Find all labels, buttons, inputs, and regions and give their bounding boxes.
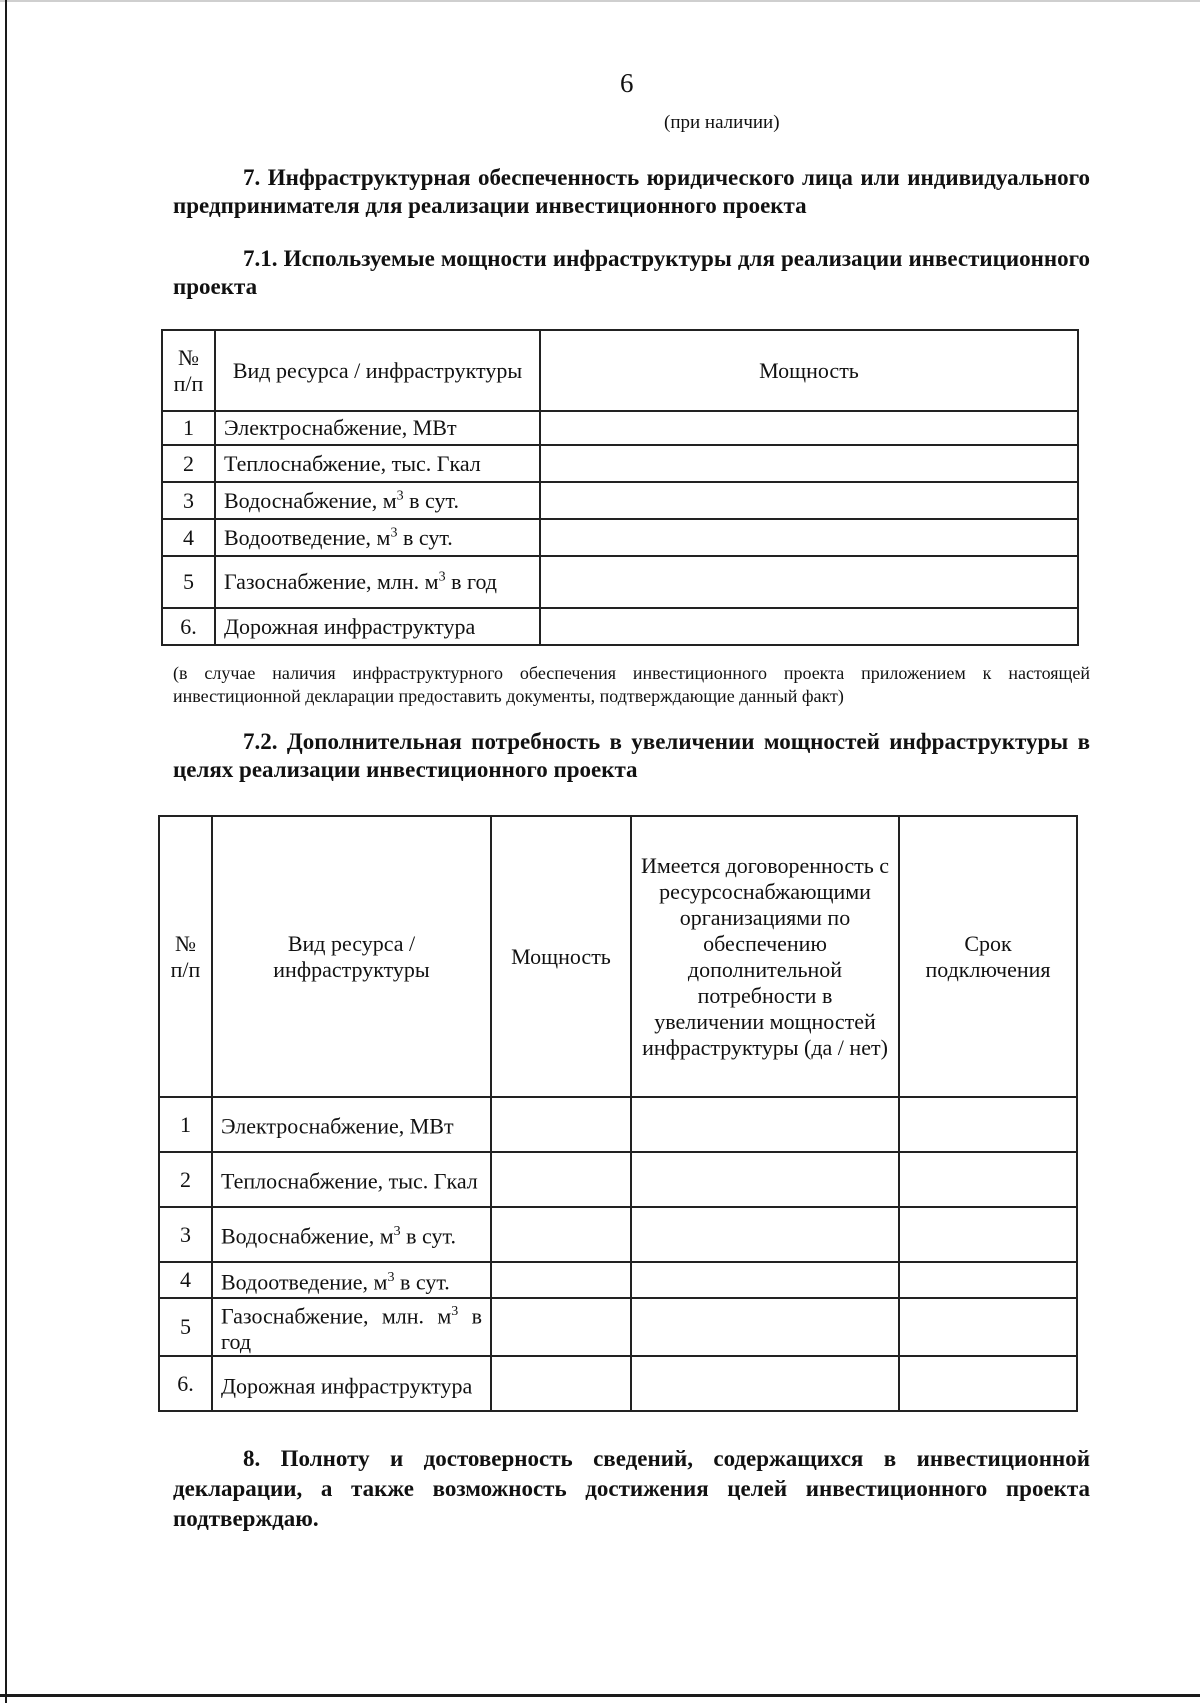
resource-text: Водоснабжение, м: [221, 1223, 394, 1249]
resource-unit-exponent: 3: [390, 525, 398, 541]
cell-agreement: [631, 1207, 899, 1262]
resource-unit-text: в сут.: [394, 1269, 450, 1295]
cell-power: [491, 1298, 631, 1356]
resource-unit-text: в год: [445, 569, 498, 594]
cell-number: 1: [159, 1097, 212, 1152]
cell-number: 6.: [162, 608, 215, 645]
table-row: [162, 556, 1078, 608]
note-if-available: (при наличии): [664, 112, 780, 133]
header-number: № п/п: [162, 330, 215, 411]
resource-unit-text: в сут.: [403, 487, 459, 513]
cell-connection-term: [899, 1207, 1077, 1262]
table-row: [162, 519, 1078, 556]
header-connection-term: Срок подключения: [899, 816, 1077, 1097]
table-row: [159, 1356, 1077, 1411]
cell-agreement: [631, 1152, 899, 1207]
resource-text: Водоснабжение, м: [224, 487, 397, 513]
table-row: [159, 1207, 1077, 1262]
section-7-2-heading: [173, 728, 1090, 784]
header-agreement: Имеется договоренность с ресурсоснабжающими организациями по обеспечению дополнительной потребности в увеличении мощностей инфраструктуры (да / нет): [631, 816, 899, 1097]
resource-text: Водоотведение, м: [221, 1269, 388, 1295]
resource-unit-exponent: 3: [387, 1269, 395, 1285]
table-row: [159, 1097, 1077, 1152]
section-7-title: Инфраструктурная обеспеченность юридического лица или индивидуального предпринимателя для реализации инвестиционного проекта: [173, 165, 1091, 218]
header-resource: Вид ресурса / инфраструктуры: [212, 816, 491, 1097]
resource-text: Водоотведение, м: [224, 524, 391, 550]
table-row: [162, 608, 1078, 645]
table-row: [162, 411, 1078, 445]
cell-power: [540, 445, 1078, 482]
table-row: [159, 1262, 1077, 1298]
resource-text: Дорожная инфраструктура: [221, 1372, 473, 1398]
cell-resource: [215, 445, 540, 482]
resource-text: Теплоснабжение, тыс. Гкал: [221, 1168, 478, 1194]
resource-unit-exponent: 3: [393, 1224, 401, 1240]
cell-power: [491, 1097, 631, 1152]
cell-power: [491, 1356, 631, 1411]
cell-resource: [212, 1356, 491, 1411]
cell-number: 4: [162, 519, 215, 556]
page-number: 6: [620, 68, 634, 98]
cell-connection-term: [899, 1097, 1077, 1152]
resource-unit-exponent: 3: [451, 1304, 459, 1319]
cell-connection-term: [899, 1152, 1077, 1207]
resource-text: Газоснабжение, млн. м: [221, 1303, 452, 1329]
header-power: Мощность: [540, 330, 1078, 411]
cell-power: [540, 411, 1078, 445]
cell-power: [540, 556, 1078, 608]
resource-text: Дорожная инфраструктура: [224, 613, 476, 639]
cell-resource: [215, 482, 540, 519]
resource-unit-exponent: 3: [396, 488, 404, 504]
section-8-confirmation: [173, 1444, 1090, 1534]
header-resource: Вид ресурса / инфраструктуры: [215, 330, 540, 411]
section-7-2-title: Дополнительная потребность в увеличении мощностей инфраструктуры в целях реализации инвестиционного проекта: [173, 729, 1090, 782]
table-row: [162, 482, 1078, 519]
table-row: [162, 445, 1078, 482]
cell-agreement: [631, 1356, 899, 1411]
cell-power: [540, 519, 1078, 556]
cell-resource: [212, 1097, 491, 1152]
cell-resource: [215, 411, 540, 445]
cell-resource: [215, 556, 540, 608]
header-number: № п/п: [159, 816, 212, 1097]
table-used-capacity: [161, 329, 1079, 646]
cell-power: [491, 1152, 631, 1207]
cell-number: 1: [162, 411, 215, 445]
cell-power: [491, 1262, 631, 1298]
cell-resource: [212, 1152, 491, 1207]
cell-number: 2: [159, 1152, 212, 1207]
section-7-number: 7.: [243, 165, 261, 190]
cell-connection-term: [899, 1298, 1077, 1356]
table-row: [159, 1152, 1077, 1207]
cell-number: 5: [159, 1298, 212, 1356]
cell-number: 6.: [159, 1356, 212, 1411]
cell-connection-term: [899, 1262, 1077, 1298]
cell-agreement: [631, 1097, 899, 1152]
section-7-1-heading: [173, 245, 1090, 301]
cell-power: [491, 1207, 631, 1262]
cell-resource: [215, 519, 540, 556]
section-7-1-title: Используемые мощности инфраструктуры для реализации инвестиционного проекта: [173, 246, 1090, 299]
cell-resource: [212, 1262, 491, 1298]
table-additional-need: [158, 815, 1078, 1412]
page-bottom-edge: [0, 1694, 1200, 1697]
resource-text: Теплоснабжение, тыс. Гкал: [224, 450, 481, 476]
cell-power: [540, 482, 1078, 519]
footnote-documents: (в случае наличия инфраструктурного обеспечения инвестиционного проекта приложением к настоящей инвестиционной декларации предоставить документы, подтверждающие данный факт): [173, 663, 1090, 706]
cell-number: 3: [159, 1207, 212, 1262]
cell-resource: [212, 1298, 491, 1356]
cell-number: 4: [159, 1262, 212, 1298]
page-top-edge: [0, 0, 1200, 2]
cell-resource: [215, 608, 540, 645]
section-7-2-number: 7.2.: [243, 729, 278, 754]
cell-number: 5: [162, 556, 215, 608]
resource-unit-text: в сут.: [397, 524, 453, 550]
resource-text: Электроснабжение, МВт: [221, 1113, 454, 1139]
cell-power: [540, 608, 1078, 645]
section-8-text: Полноту и достоверность сведений, содержащихся в инвестиционной декларации, а также возможность достижения целей инвестиционного проекта подтверждаю.: [173, 1446, 1091, 1531]
resource-text: Электроснабжение, МВт: [224, 415, 457, 440]
cell-agreement: [631, 1298, 899, 1356]
cell-connection-term: [899, 1356, 1077, 1411]
section-8-number: 8.: [243, 1446, 261, 1471]
cell-number: 3: [162, 482, 215, 519]
resource-unit-text: в год: [221, 1303, 482, 1355]
header-power: Мощность: [491, 816, 631, 1097]
resource-unit-exponent: 3: [438, 569, 446, 585]
cell-resource: [212, 1207, 491, 1262]
cell-number: 2: [162, 445, 215, 482]
section-7-1-number: 7.1.: [243, 246, 278, 271]
resource-unit-text: в сут.: [400, 1223, 456, 1249]
resource-text: Газоснабжение, млн. м: [224, 569, 439, 594]
page-left-edge: [5, 0, 7, 1703]
cell-agreement: [631, 1262, 899, 1298]
table-row: [159, 1298, 1077, 1356]
section-7-heading: [173, 164, 1090, 220]
